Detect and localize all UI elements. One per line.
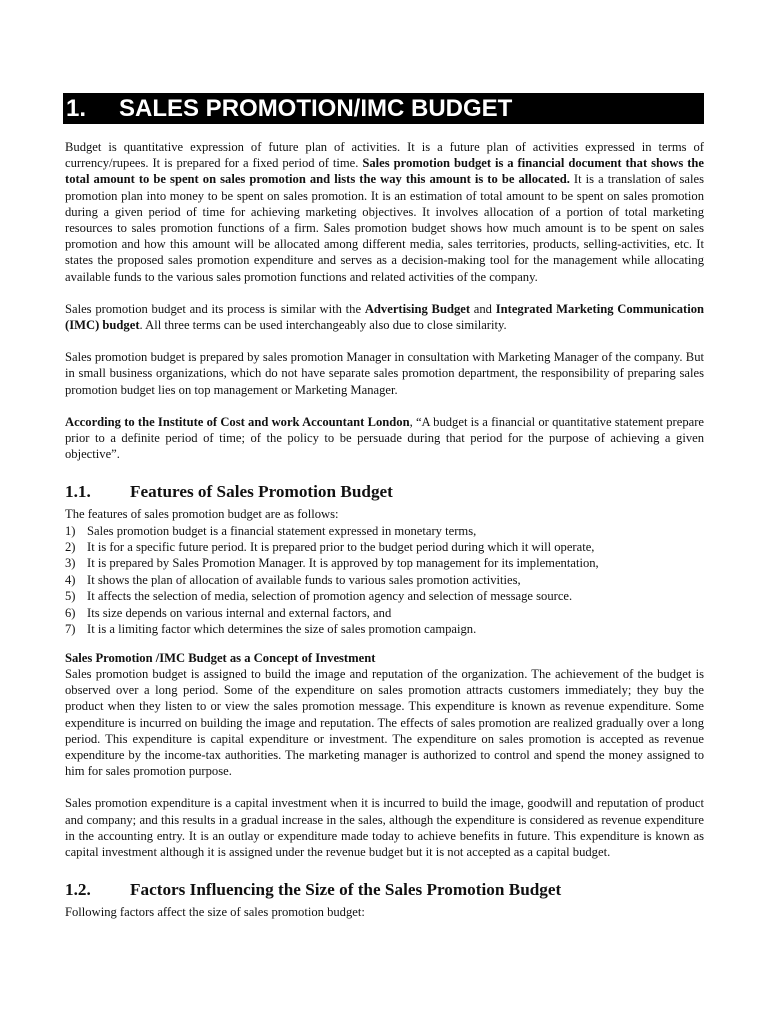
investment-paragraph-2: Sales promotion expenditure is a capital investment when it is incurred to build the image, goodwill and reputation of product and company; and this results in a gradual increase in the sales, although the expenditure is considered as revenue expenditure in the accounting entry. It is an outlay or expenditure made today to achieve benefits in future. This expenditure is known as capital investment although it is assigned under the revenue budget but it is not accepted as a capital budget. — [65, 796, 704, 859]
list-item-text: It is prepared by Sales Promotion Manager. It is approved by top management for its implementation, — [87, 556, 599, 571]
intro-bold-definition: Sales promotion budget is a financial document that shows the total amount to be spent on sales promotion and lists the way this amount is to be allocated. — [65, 156, 704, 187]
imc-budget-term: Integrated Marketing Communication (IMC) budget — [65, 301, 705, 333]
list-item-text: Its size depends on various internal and external factors, and — [87, 605, 392, 620]
list-item — [65, 555, 704, 571]
features-list — [65, 523, 704, 638]
list-item — [65, 539, 704, 555]
intro-text-2: It is a translation of sales promotion plan into money to be spent on sales promotion. It is an estimation of total amount to be spent on sales promotion during a given period of time for achieving marketing objectives. It involves allocation of a portion of total marketing resources to sales promotion functions of a firm. Sales promotion budget shows how much amount is to be spent on sales promotion and how this amount will be allocated among different media, sales territories, products, selling-activities, etc. It states the proposed sales promotion expenditure and serves as a decision-making tool for the management while allocating available funds to the various sales promotion functions and related activities of the company. — [65, 172, 704, 284]
chapter-title-bar — [63, 93, 704, 124]
list-item — [65, 572, 704, 588]
features-heading — [65, 482, 704, 502]
factors-intro: Following factors affect the size of sales promotion budget: — [65, 905, 365, 920]
similarity-text-3: . All three terms can be used interchangeably also due to close similarity. — [139, 318, 507, 333]
list-item-number: 1) — [65, 523, 76, 538]
list-item-number: 4) — [65, 572, 76, 587]
definition-quote: , “A budget is a financial or quantitative statement prepare prior to a definite period of time; of the policy to be persuade during that period for the purpose of achieving a given objective”. — [65, 414, 704, 462]
list-item-number: 2) — [65, 540, 76, 555]
list-item — [65, 588, 704, 604]
list-item-number: 5) — [65, 589, 76, 604]
chapter-number: 1. — [66, 95, 87, 122]
similarity-text-1: Sales promotion budget and its process is similar with the — [65, 301, 365, 316]
list-item-text: Sales promotion budget is a financial statement expressed in monetary terms, — [87, 523, 477, 538]
intro-paragraph — [65, 139, 704, 285]
list-item — [65, 621, 704, 637]
factors-heading — [65, 880, 704, 900]
list-item-number: 3) — [65, 556, 76, 571]
factors-heading-title: Factors Influencing the Size of the Sales Promotion Budget — [130, 880, 562, 900]
list-item-number: 7) — [65, 622, 76, 637]
list-item — [65, 523, 704, 539]
features-heading-number: 1.1. — [65, 482, 91, 502]
preparation-paragraph: Sales promotion budget is prepared by sales promotion Manager in consultation with Marketing Manager of the company. But in small business organizations, which do not have separate sales promotion department, the responsibility of preparing sales promotion budget lies on top management or Marketing Manager. — [65, 350, 704, 397]
list-item — [65, 605, 704, 621]
list-item-text: It is a limiting factor which determines the size of sales promotion campaign. — [87, 622, 477, 637]
list-item-text: It affects the selection of media, selection of promotion agency and selection of message source. — [87, 589, 573, 604]
definition-source: According to the Institute of Cost and work Accountant London — [65, 414, 410, 429]
investment-subheading: Sales Promotion /IMC Budget as a Concept of Investment — [65, 650, 376, 665]
list-item-text: It shows the plan of allocation of available funds to various sales promotion activities, — [87, 572, 521, 587]
similarity-paragraph — [65, 301, 704, 333]
features-heading-title: Features of Sales Promotion Budget — [130, 482, 393, 502]
factors-heading-number: 1.2. — [65, 880, 91, 900]
features-intro: The features of sales promotion budget are as follows: — [65, 507, 339, 522]
advertising-budget-term: Advertising Budget — [364, 301, 471, 316]
list-item-text: It is for a specific future period. It is prepared prior to the budget period during which it will operate, — [87, 540, 595, 555]
chapter-title: SALES PROMOTION/IMC BUDGET — [119, 95, 513, 122]
definition-paragraph — [65, 414, 704, 463]
similarity-text-2: and — [470, 301, 496, 316]
list-item-number: 6) — [65, 605, 76, 620]
investment-paragraph-1: Sales promotion budget is assigned to build the image and reputation of the organization. The achievement of the budget is observed over a long period. Some of the expenditure on sales promotion attracts customers immediately; they buy the product when they listen to or view the sales promotion message. This expenditure is known as revenue expenditure. Some expenditure is incurred on building the image and reputation. The effects of sales promotion are realized gradually over a long period. This expenditure is capital expenditure or investment. The expenditure on sales promotion is accepted as revenue expenditure by the income-tax authorities. The marketing manager is authorized to control and spend the money assigned to him for sales promotion purpose. — [65, 666, 704, 779]
intro-text-1: Budget is quantitative expression of future plan of activities. It is a future plan of activities expressed in terms of currency/rupees. It is prepared for a fixed period of time. — [65, 140, 704, 171]
document-body — [65, 139, 704, 920]
